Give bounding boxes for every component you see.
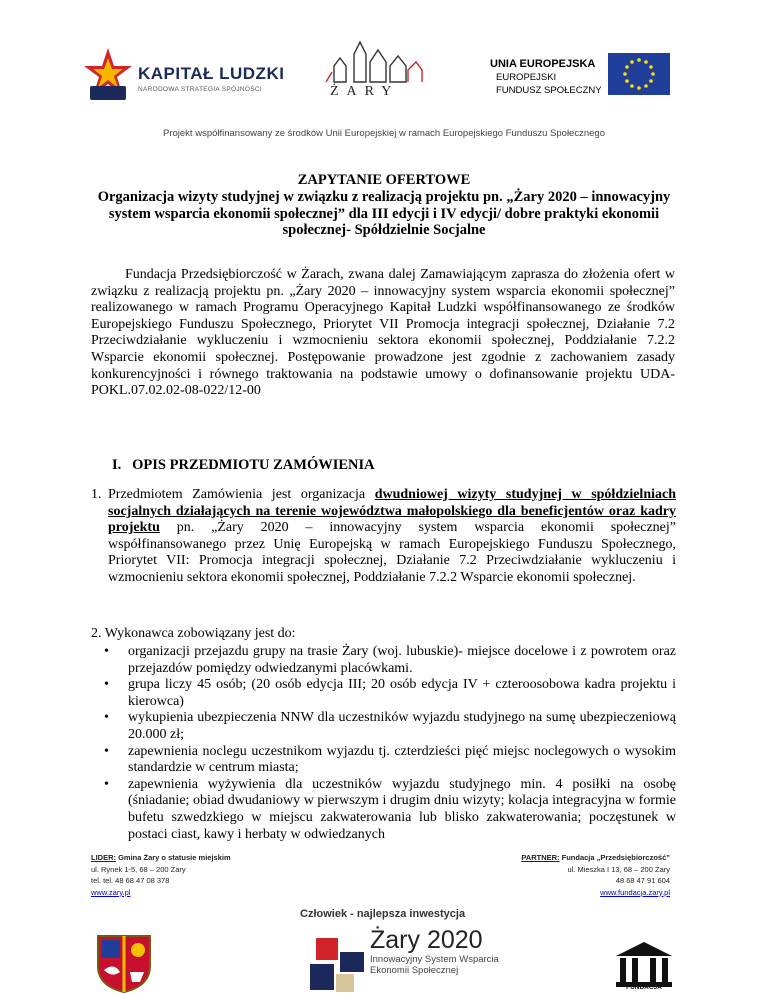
- lider-phone: tel. tel. 48 68 47 08 378: [91, 876, 170, 885]
- zary-town-icon: [324, 36, 424, 84]
- intro-paragraph: Fundacja Przedsiębiorczość w Żarach, zwana dalej Zamawiającym zaprasza do złożenia ofert w związku z realizacją projektu pn. „Żary 2020 – innowacyjny system wsparcia ekonomii społecznej” realizowanego w ramach Programu Operacyjnego Kapitał Ludzki współfinansowanego ze środków Europejskiego Funduszu Społecznego, Priorytet VII Promocja integracji społecznej, Działanie 7.2 Przeciwdziałanie wykluczeniu i wzmocnieniu sektora ekonomii społecznej, Poddziałanie 7.2.2 Wsparcie ekonomii społecznej. Postępowanie prowadzone jest zgodnie z zachowaniem zasady konkurencyjności i równego traktowania na podstawie umowy o dofinansowanie projektu UDA-POKL.07.02.02-08-022/12-00: [91, 267, 675, 399]
- item-1-number: 1.: [91, 487, 102, 502]
- partner-website-link[interactable]: www.fundacja.zary.pl: [600, 887, 670, 897]
- item-1-post: pn. „Żary 2020 – innowacyjny system wsparcia ekonomii społecznej” współfinansowanego przez Unię Europejską w ramach Europejskiego Funduszu Społecznego, Priorytet VII: Promocja integracji społecznej, Działanie 7.2 Przeciwdziałanie wykluczeniu i wzmocnieniu sektora ekonomii społecznej, Poddziałanie 7.2.2 Wsparcie ekonomii społecznej.: [108, 520, 676, 585]
- list-item: • zapewnienia wyżywienia dla uczestników wyjazdu studyjnego min. 4 posiłki na osobę (śniadanie; obiad dwudaniowy w pierwszym i drugim dniu wizyty; kolacja integracyjna w formie bufetu szwedzkiego w miejscu zakwaterowania lub blisko zakwaterowania; poczęstunek w postaci ciast, kawy i herbaty w odwiedzanych: [104, 777, 676, 843]
- zary2020-squares-icon: [310, 938, 366, 992]
- kapital-ludzki-logo: [84, 46, 285, 110]
- zary-logo: [316, 36, 434, 106]
- eu-label: [490, 58, 620, 97]
- document-title: [80, 172, 688, 239]
- list-item-2: 2. Wykonawca zobowiązany jest do:: [91, 626, 296, 641]
- section-heading: I. OPIS PRZEDMIOTU ZAMÓWIENIA: [112, 457, 375, 473]
- zary-word: ŻARY: [330, 84, 400, 99]
- slogan: Człowiek - najlepsza inwestycja: [300, 908, 466, 920]
- list-item: • grupa liczy 45 osób; (20 osób edycja III; 20 osób edycja IV + czteroosobowa kadra projektu i kierowca): [104, 677, 676, 710]
- item-1-emphasis: dwudniowej wizyty studyjnej w spółdzielniach socjalnych działających na terenie województwa małopolskiego dla beneficjentów oraz kadry projektu: [108, 487, 676, 536]
- zary2020-title: Żary 2020: [370, 926, 483, 954]
- item-1-text: [108, 487, 676, 587]
- zary-crest-icon: [94, 932, 154, 994]
- footer-partner: [460, 852, 670, 898]
- cofinancing-note: Projekt współfinansowany ze środków Unii Europejskiej w ramach Europejskiego Funduszu Społecznego: [163, 128, 605, 139]
- zary2020-subtitle: Innowacyjny System Wsparcia Ekonomii Społecznej: [370, 954, 499, 976]
- partner-address: ul. Mieszka I 13, 68 – 200 Żary: [567, 864, 670, 874]
- item-1-pre: Przedmiotem Zamówienia jest organizacja: [108, 487, 375, 502]
- kapital-ludzki-star-icon: [84, 46, 132, 104]
- eu-flag-icon: [608, 53, 670, 95]
- kapital-ludzki-subtitle: NARODOWA STRATEGIA SPÓJNOŚCI: [138, 86, 262, 93]
- obligations-list: [104, 644, 676, 843]
- eu-line-2: EUROPEJSKI: [496, 72, 557, 83]
- partner-label: PARTNER:: [521, 853, 560, 862]
- partner-phone: 48 68 47 91 604: [615, 876, 670, 885]
- eu-line-3: FUNDUSZ SPOŁECZNY: [496, 85, 602, 96]
- title-line-1: ZAPYTANIE OFERTOWE: [297, 172, 471, 188]
- eu-line-1: UNIA EUROPEJSKA: [490, 58, 596, 70]
- list-item: • wykupienia ubezpieczenia NNW dla uczestników wyjazdu studyjnego na sumę ubezpieczeniową 20.000 zł;: [104, 710, 676, 743]
- footer-lider: [91, 852, 231, 898]
- lider-address: ul. Rynek 1-5, 68 – 200 Żary: [91, 864, 186, 874]
- lider-website-link[interactable]: www.zary.pl: [91, 887, 131, 897]
- list-item: • zapewnienia noclegu uczestnikom wyjazdu tj. czterdzieści pięć miejsc noclegowych o wysokim standardzie w centrum miasta;: [104, 744, 676, 777]
- kapital-ludzki-title: KAPITAŁ LUDZKI: [138, 64, 285, 83]
- lider-label: LIDER:: [91, 853, 116, 862]
- list-item: • organizacji przejazdu grupy na trasie Żary (woj. lubuskie)- miejsce docelowe i z powrotem oraz przejazdów pomiędzy odwiedzanymi placówkami.: [104, 644, 676, 677]
- title-line-2: Organizacja wizyty studyjnej w związku z realizacją projektu pn. „Żary 2020 – innowacyjny system wsparcia ekonomii społecznej” dla III edycji i IV edycji/ dobre praktyki ekonomii społecznej- Spółdzielnie Socjalne: [97, 188, 671, 239]
- list-item-1: [91, 487, 676, 587]
- lider-name: Gmina Żary o statusie miejskim: [116, 853, 231, 862]
- fundacja-label: FUNDACJA: [626, 984, 662, 991]
- partner-name: Fundacja „Przedsiębiorczość”: [559, 853, 670, 862]
